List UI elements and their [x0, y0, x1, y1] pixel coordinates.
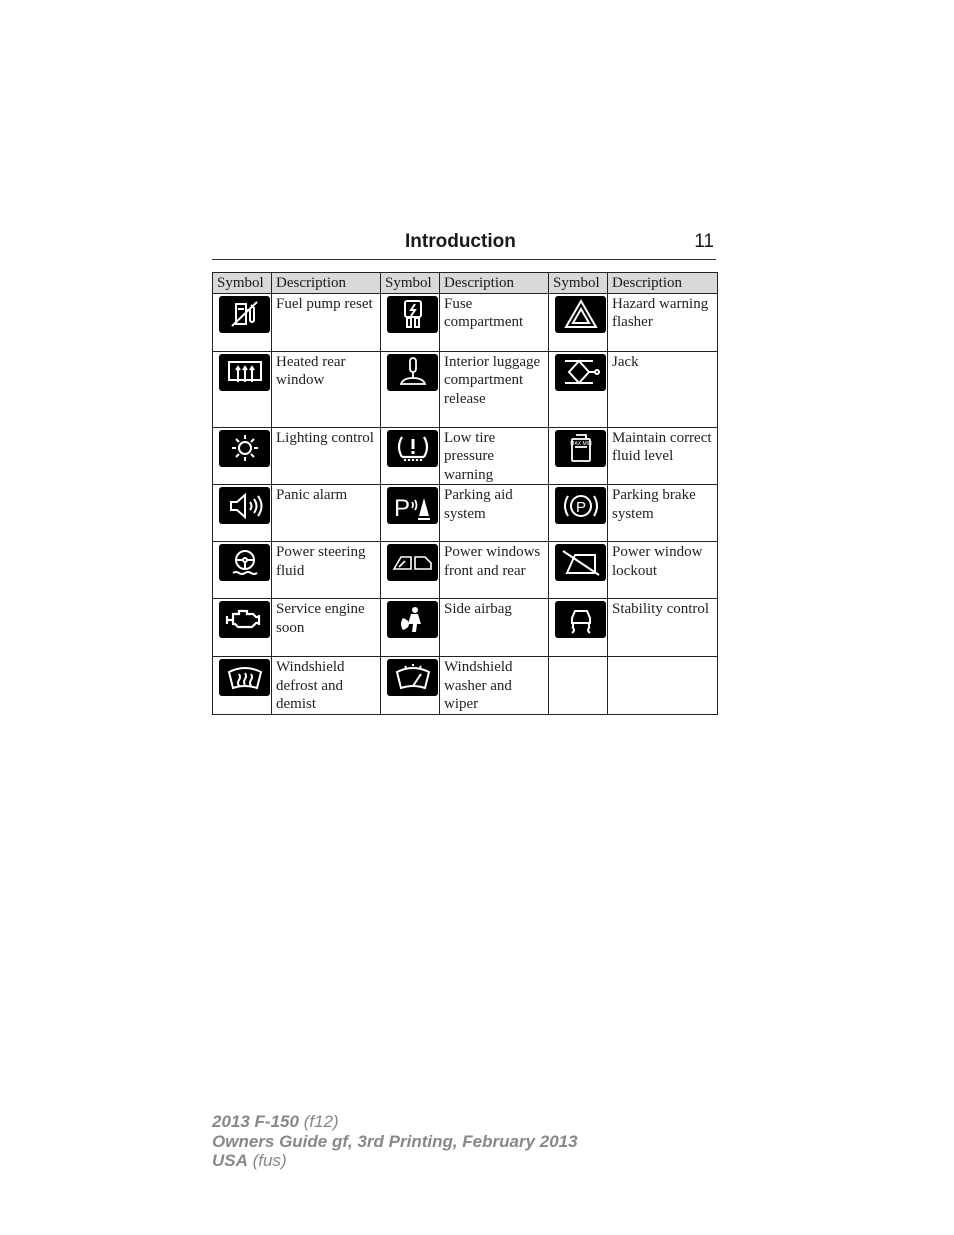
description-cell: Windshield washer and wiper	[440, 657, 549, 715]
table-header-row	[213, 273, 718, 294]
washer-wiper-icon	[387, 659, 438, 696]
table-row	[213, 542, 718, 599]
description-cell: Panic alarm	[272, 485, 381, 542]
header-symbol: Symbol	[213, 273, 272, 294]
svg-text:P: P	[575, 498, 586, 516]
heated-rear-window-icon	[219, 354, 270, 391]
footer-line-2: Owners Guide gf, 3rd Printing, February 2013	[212, 1131, 578, 1151]
header-symbol: Symbol	[549, 273, 608, 294]
footer-line-1: 2013 F-150 (f12)	[212, 1112, 339, 1131]
page-footer	[212, 1112, 578, 1171]
jack-icon	[555, 354, 606, 391]
table-row	[213, 351, 718, 427]
power-steering-fluid-icon	[219, 544, 270, 581]
description-cell: Interior luggage compartment release	[440, 351, 549, 427]
header-description: Description	[440, 273, 549, 294]
table-row	[213, 427, 718, 485]
fuel-pump-reset-icon	[219, 296, 270, 333]
stability-control-icon	[555, 601, 606, 638]
svg-text:P: P	[393, 494, 410, 522]
page-header	[212, 229, 716, 260]
description-cell: Jack	[608, 351, 718, 427]
window-lockout-icon	[555, 544, 606, 581]
description-cell: Parking brake system	[608, 485, 718, 542]
footer-line-3: USA (fus)	[212, 1151, 287, 1170]
panic-alarm-icon	[219, 487, 270, 524]
description-cell: Side airbag	[440, 599, 549, 657]
luggage-release-icon	[387, 354, 438, 391]
header-description: Description	[608, 273, 718, 294]
description-cell	[608, 657, 718, 715]
description-cell: Stability control	[608, 599, 718, 657]
description-cell: Fuel pump reset	[272, 293, 381, 351]
header-symbol: Symbol	[381, 273, 440, 294]
side-airbag-icon	[387, 601, 438, 638]
table-row	[213, 293, 718, 351]
description-cell: Hazard warning flasher	[608, 293, 718, 351]
description-cell: Lighting control	[272, 427, 381, 485]
parking-aid-icon	[387, 487, 438, 524]
table-row	[213, 657, 718, 715]
symbols-table	[212, 272, 718, 715]
description-cell: Maintain correct fluid level	[608, 427, 718, 485]
description-cell: Power windows front and rear	[440, 542, 549, 599]
description-cell: Parking aid system	[440, 485, 549, 542]
fluid-level-icon	[555, 430, 606, 467]
hazard-triangle-icon	[555, 296, 606, 333]
page-number: 11	[694, 231, 714, 252]
description-cell: Low tire pressure warning	[440, 427, 549, 485]
tire-pressure-icon	[387, 430, 438, 467]
lighting-control-icon	[219, 430, 270, 467]
fuse-icon	[387, 296, 438, 333]
description-cell: Service engine soon	[272, 599, 381, 657]
table-row	[213, 485, 718, 542]
description-cell: Power window lockout	[608, 542, 718, 599]
check-engine-icon	[219, 601, 270, 638]
description-cell: Windshield defrost and demist	[272, 657, 381, 715]
windshield-defrost-icon	[219, 659, 270, 696]
description-cell: Fuse compartment	[440, 293, 549, 351]
table-row	[213, 599, 718, 657]
section-title: Introduction	[405, 231, 516, 252]
power-windows-icon	[387, 544, 438, 581]
header-description: Description	[272, 273, 381, 294]
description-cell: Power steering fluid	[272, 542, 381, 599]
parking-brake-icon	[555, 487, 606, 524]
svg-text:MAX MIN: MAX MIN	[569, 441, 592, 447]
description-cell: Heated rear window	[272, 351, 381, 427]
